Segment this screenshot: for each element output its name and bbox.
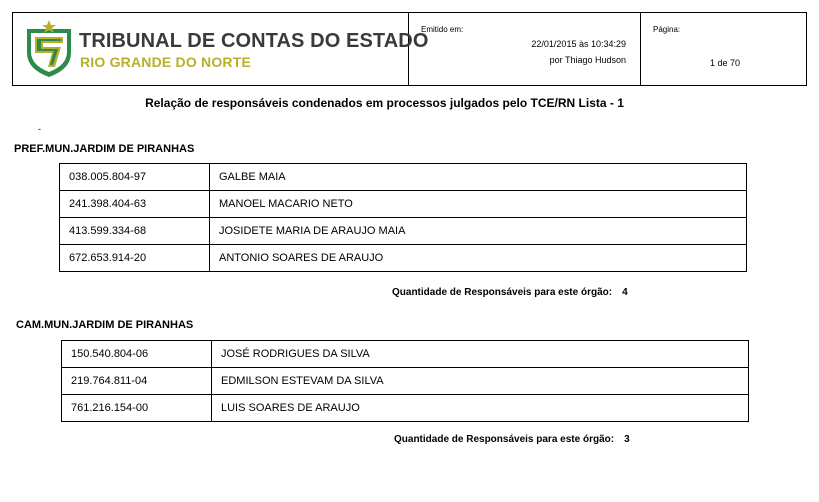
table-row — [60, 164, 747, 191]
table-row — [60, 245, 747, 272]
emitted-by: por Thiago Hudson — [549, 55, 626, 65]
table-row — [62, 395, 749, 422]
logo-title: TRIBUNAL DE CONTAS DO ESTADO — [79, 30, 429, 52]
logo-subtitle: RIO GRANDE DO NORTE — [80, 54, 252, 70]
name-cell: MANOEL MACARIO NETO — [210, 191, 747, 218]
table-row — [60, 191, 747, 218]
emitted-datetime: 22/01/2015 às 10:34:29 — [531, 39, 626, 49]
table-row — [62, 341, 749, 368]
page-label: Página: — [653, 25, 681, 34]
quantity-label: Quantidade de Responsáveis para este órgão: — [394, 434, 615, 445]
name-cell: JOSÉ RODRIGUES DA SILVA — [212, 341, 749, 368]
report-title: Relação de responsáveis condenados em processos julgados pelo TCE/RN Lista - 1 — [145, 96, 624, 110]
name-cell: EDMILSON ESTEVAM DA SILVA — [212, 368, 749, 395]
cpf-cell: 672.653.914-20 — [60, 245, 210, 272]
tce-emblem-icon — [21, 19, 77, 79]
name-cell: JOSIDETE MARIA DE ARAUJO MAIA — [210, 218, 747, 245]
emitted-label: Emitido em: — [421, 25, 464, 34]
quantity-summary — [392, 287, 628, 298]
table-row — [62, 368, 749, 395]
name-cell: ANTONIO SOARES DE ARAUJO — [210, 245, 747, 272]
cpf-cell: 241.398.404-63 — [60, 191, 210, 218]
page-number: 1 de 70 — [709, 58, 740, 68]
cpf-cell: 038.005.804-97 — [60, 164, 210, 191]
cpf-cell: 413.599.334-68 — [60, 218, 210, 245]
report-header — [12, 12, 807, 86]
quantity-label: Quantidade de Responsáveis para este órgão: — [392, 287, 613, 298]
stray-mark: - — [38, 124, 41, 134]
name-cell: GALBE MAIA — [210, 164, 747, 191]
quantity-summary — [394, 434, 630, 445]
quantity-value: 3 — [624, 434, 630, 445]
quantity-value: 4 — [622, 287, 628, 298]
org-name: PREF.MUN.JARDIM DE PIRANHAS — [14, 143, 195, 155]
org-name: CAM.MUN.JARDIM DE PIRANHAS — [16, 319, 194, 331]
cpf-cell: 150.540.804-06 — [62, 341, 212, 368]
responsibles-table — [59, 163, 747, 272]
table-row — [60, 218, 747, 245]
header-divider — [640, 13, 641, 85]
cpf-cell: 219.764.811-04 — [62, 368, 212, 395]
responsibles-table — [61, 340, 749, 422]
tce-logo — [21, 19, 429, 79]
cpf-cell: 761.216.154-00 — [62, 395, 212, 422]
name-cell: LUIS SOARES DE ARAUJO — [212, 395, 749, 422]
